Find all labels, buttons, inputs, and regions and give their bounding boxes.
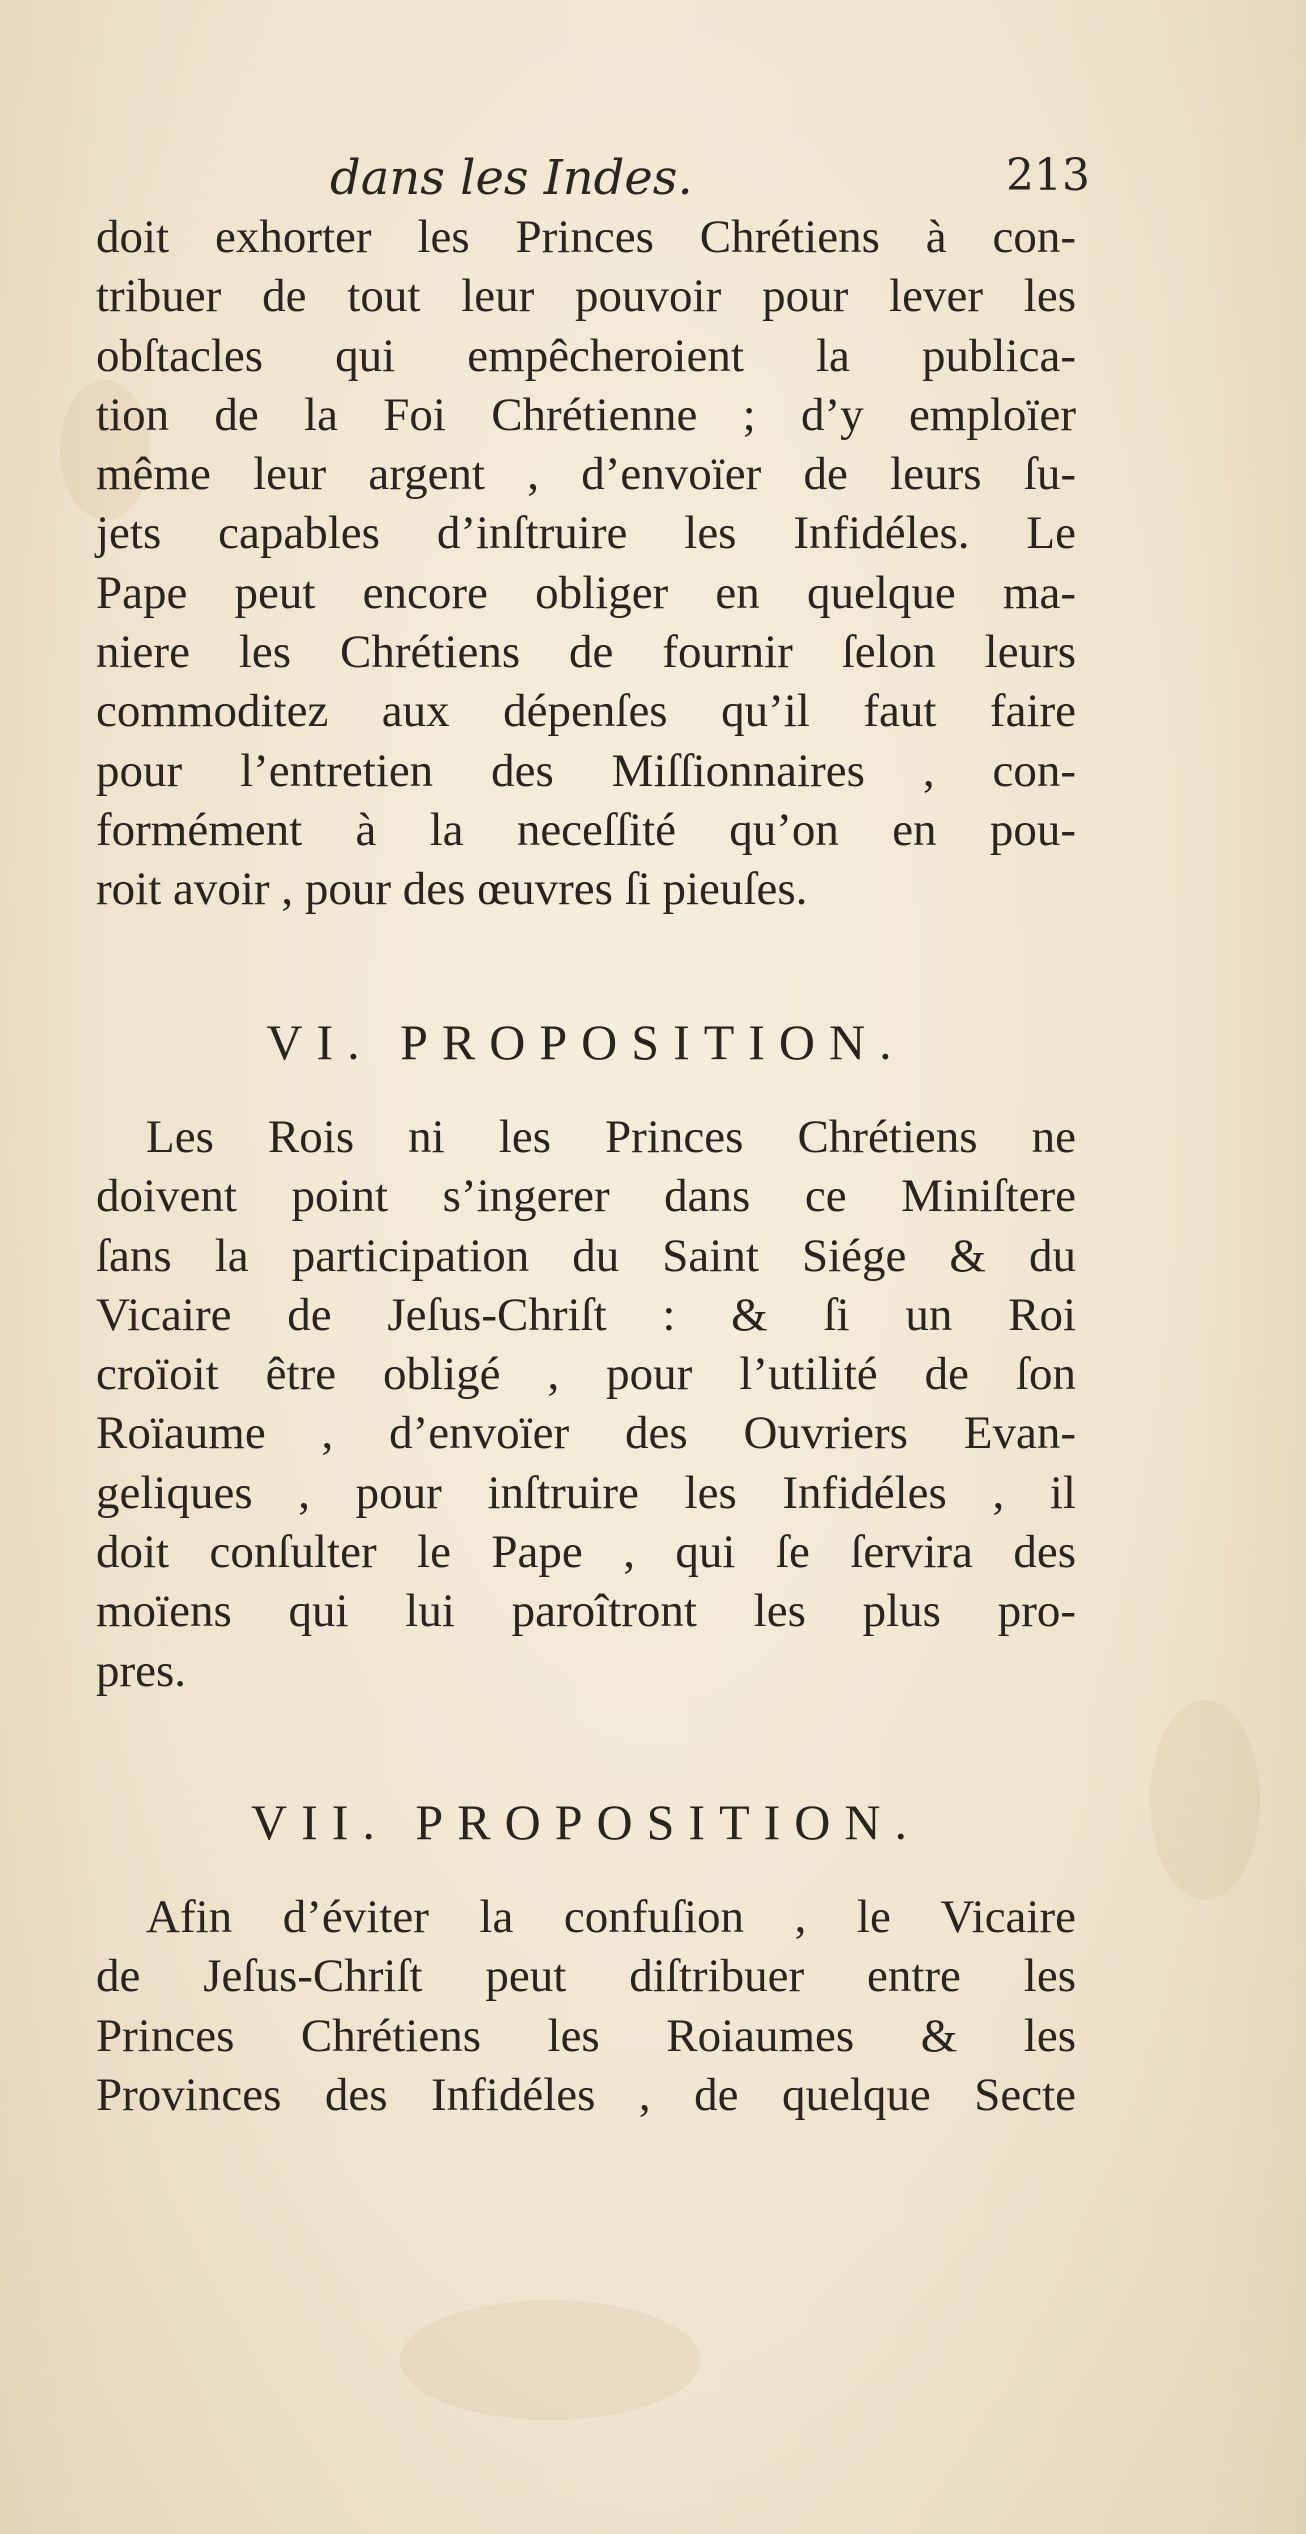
paper-stain [400, 2300, 700, 2420]
running-title: dans les Indes. [330, 150, 693, 206]
text-line: doit exhorter les Princes Chrétiens à con- [96, 211, 1076, 263]
text-line: formément à la neceſſité qu’on en pou- [96, 803, 1076, 856]
text-line: pour l’entretien des Miſſionnaires , con- [96, 744, 1076, 797]
paragraph-1 [96, 208, 1076, 920]
text-line: ſans la participation du Saint Siége & du [96, 1229, 1076, 1282]
text-line: geliques , pour inſtruire les Infidéles , il [96, 1466, 1076, 1519]
text-line: jets capables d’inſtruire les Infidéles. Le [96, 507, 1076, 560]
text-line: commoditez aux dépenſes qu’il faut faire [96, 685, 1076, 738]
paper-stain [1150, 1700, 1260, 1900]
text-line: pres. [96, 1644, 187, 1697]
text-line: croïoit être obligé , pour l’utilité de ſon [96, 1348, 1076, 1401]
text-line: Provinces des Infidéles , de quelque Secte [96, 2068, 1076, 2121]
text-line: Afin d’éviter la confuſion , le Vicaire [146, 1891, 1076, 1943]
text-line: obſtacles qui empêcheroient la publica- [96, 329, 1076, 382]
text-line: tion de la Foi Chrétienne ; d’y emploïer [96, 388, 1076, 441]
text-line: tribuer de tout leur pouvoir pour lever les [96, 270, 1076, 323]
text-line: Princes Chrétiens les Roiaumes & les [96, 2009, 1076, 2062]
text-line: Les Rois ni les Princes Chrétiens ne [146, 1111, 1076, 1163]
text-line: Vicaire de Jeſus-Chriſt : & ſi un Roi [96, 1288, 1076, 1341]
section-heading-vi: VI. PROPOSITION. [266, 1014, 906, 1070]
text-line: même leur argent , d’envoïer de leurs ſu- [96, 448, 1076, 501]
text-line: moïens qui lui paroîtront les plus pro- [96, 1585, 1076, 1638]
page-number: 213 [1006, 150, 1090, 201]
text-line: niere les Chrétiens de fournir ſelon leurs [96, 626, 1076, 679]
text-line: de Jeſus-Chriſt peut diſtribuer entre les [96, 1950, 1076, 2003]
text-line: Pape peut encore obliger en quelque ma- [96, 566, 1076, 619]
section-heading-vii: VII. PROPOSITION. [251, 1794, 921, 1850]
paragraph-2 [96, 1108, 1076, 1701]
paragraph-3 [96, 1888, 1076, 2125]
text-line: roit avoir , pour des œuvres ſi pieuſes. [96, 863, 808, 916]
text-line: doit conſulter le Pape , qui ſe ſervira des [96, 1526, 1076, 1579]
text-line: Roïaume , d’envoïer des Ouvriers Evan- [96, 1407, 1076, 1460]
text-line: doivent point s’ingerer dans ce Miniſtere [96, 1170, 1076, 1223]
